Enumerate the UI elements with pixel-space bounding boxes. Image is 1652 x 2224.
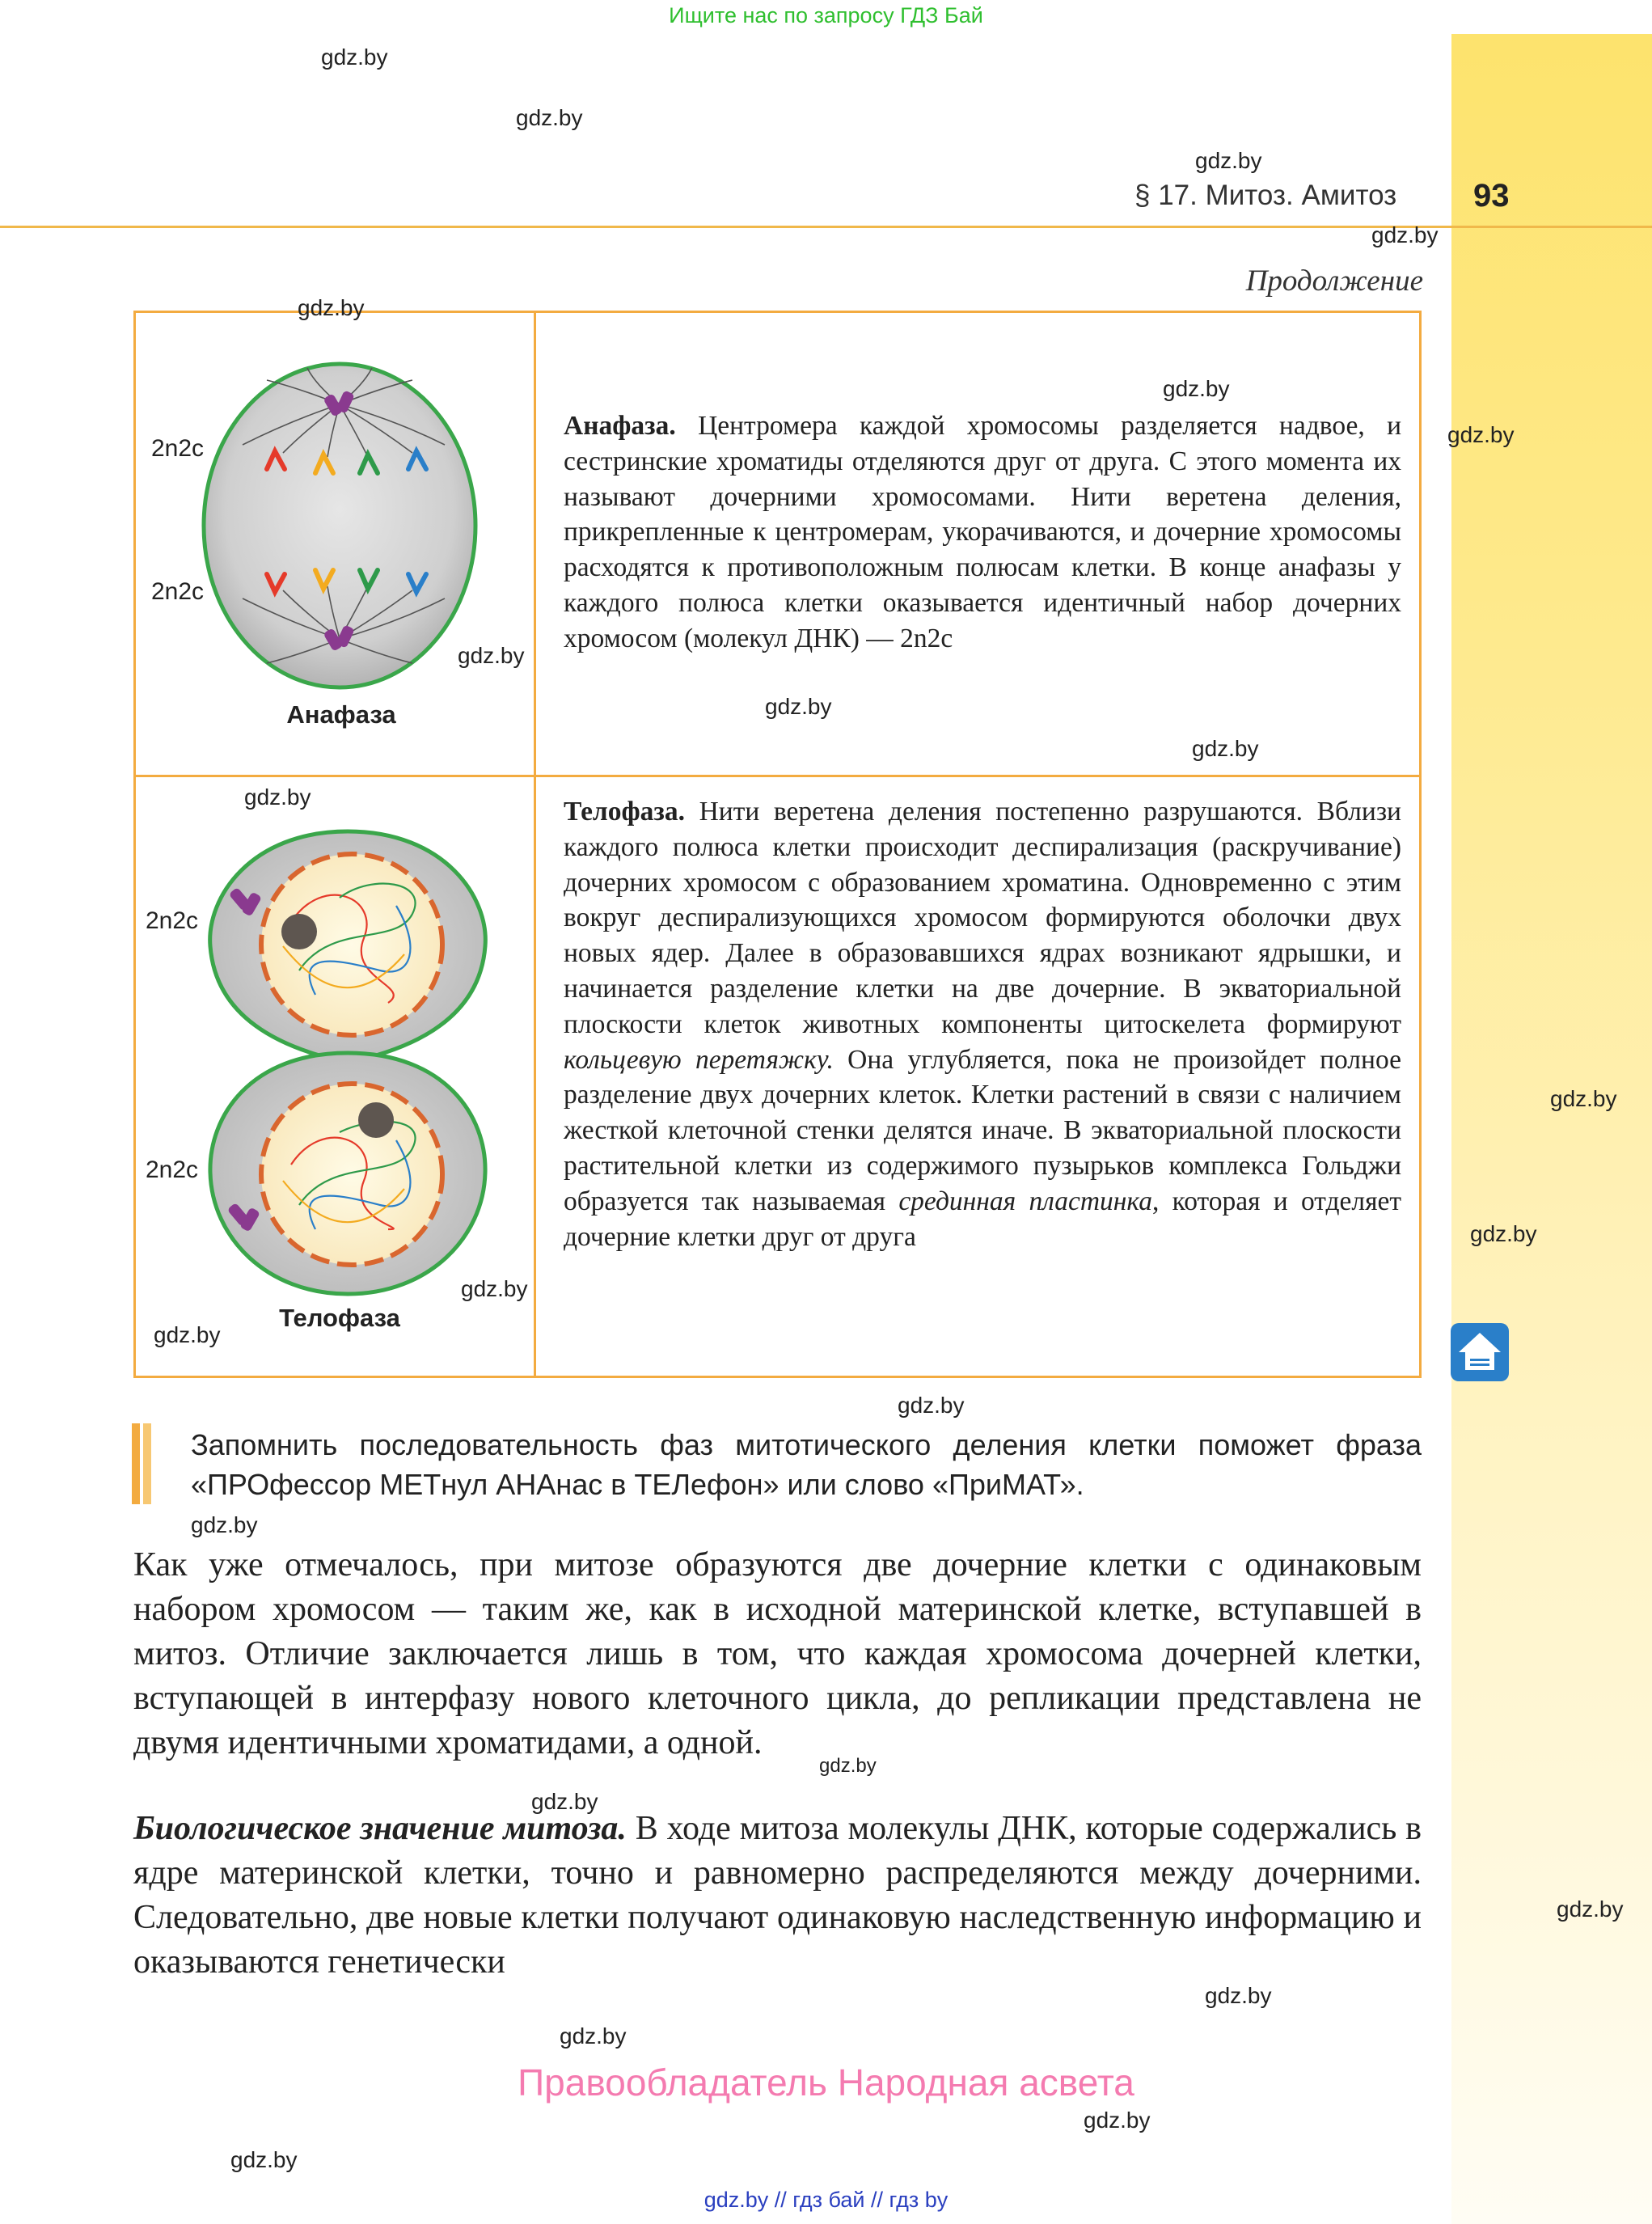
running-head: § 17. Митоз. Амитоз xyxy=(1134,180,1397,211)
anaphase-caption: Анафаза xyxy=(286,700,396,729)
telophase-figure xyxy=(202,825,493,1302)
telophase-italic-2: срединная пластинка xyxy=(898,1186,1153,1216)
watermark: gdz.by xyxy=(1447,422,1515,447)
memo-bars-icon xyxy=(132,1423,154,1504)
telophase-text-3: , которая и отделяет дочерние клетки друг от друга xyxy=(564,1186,1401,1252)
watermark: gdz.by xyxy=(191,1512,258,1537)
telophase-text-2: Она углубляется, пока не произойдет полное разделение двух дочерних клеток. Клетки растений в связи с наличием жесткой клеточной стенки делятся иначе. В экваториальной плоскости растительной клетки из содержимого пузырьков комплекса Гольджи образуется так называемая xyxy=(564,1044,1401,1216)
home-icon[interactable] xyxy=(1451,1323,1509,1381)
nucleolus-bottom xyxy=(358,1102,394,1138)
telophase-description xyxy=(564,794,1401,1254)
watermark: gdz.by xyxy=(819,1755,877,1777)
ploidy-label-bottom-telophase: 2n2c xyxy=(146,1156,199,1183)
watermark: gdz.by xyxy=(461,1276,528,1301)
rights-holder: Правообладатель Народная асвета xyxy=(518,2061,1134,2103)
watermark: gdz.by xyxy=(765,694,832,719)
watermark: gdz.by xyxy=(560,2023,627,2049)
watermark: gdz.by xyxy=(531,1789,598,1814)
telophase-text-1: Нити веретена деления постепенно разрушаются. Вблизи каждого полюса клетки происходит деспирализация (раскручивание) дочерних хромосом с образованием хроматина. Одновременно с этим вокруг деспирализующихся хромосом формируются оболочки двух новых ядер. Далее в образовавшихся ядрах возникают ядрышки, и начинается разделение клетки на две дочерние. В экваториальной плоскости клеток животных компоненты цитоскелета формируют xyxy=(564,797,1401,1039)
table-column-divider xyxy=(534,311,536,1378)
watermark: gdz.by xyxy=(230,2147,298,2172)
paragraph-2 xyxy=(133,1807,1422,1985)
watermark: gdz.by xyxy=(1557,1896,1624,1922)
side-band xyxy=(1451,34,1652,2224)
watermark: gdz.by xyxy=(898,1393,965,1418)
paragraph-1: Как уже отмечалось, при митозе образуются две дочерние клетки с одинаковым набором хромосом — таким же, как в исходной материнской клетке, вступавшей в митоз. Отличие заключается лишь в том, что каждая хромосома дочерней клетки, вступающей в интерфазу нового клеточного цикла, до репликации представлена не двумя идентичными хроматидами, а одной. xyxy=(133,1546,1422,1761)
watermark: gdz.by xyxy=(1192,736,1259,761)
watermark: gdz.by xyxy=(516,105,583,130)
watermark: gdz.by xyxy=(1371,222,1439,247)
watermark: gdz.by xyxy=(1470,1221,1537,1246)
table-row-divider xyxy=(133,775,1422,777)
paragraph-2-title: Биологическое значение митоза. xyxy=(133,1810,627,1847)
ploidy-label-top-telophase: 2n2c xyxy=(146,907,199,934)
anaphase-figure xyxy=(194,356,485,696)
watermark: gdz.by xyxy=(458,643,525,668)
watermark: gdz.by xyxy=(244,784,311,810)
watermark: gdz.by xyxy=(1205,1983,1272,2008)
ploidy-label-top: 2n2c xyxy=(151,435,205,462)
ploidy-label-bottom: 2n2c xyxy=(151,578,205,605)
watermark: gdz.by xyxy=(1163,376,1230,401)
watermark: gdz.by xyxy=(1550,1086,1617,1111)
nucleolus-top xyxy=(281,914,317,949)
anaphase-description xyxy=(564,408,1401,657)
anaphase-term: Анафаза. xyxy=(564,411,676,441)
nucleus-bottom xyxy=(261,1084,442,1265)
top-banner: Ищите нас по запросу ГДЗ Бай xyxy=(669,3,983,27)
watermark: gdz.by xyxy=(1195,148,1262,173)
watermark: gdz.by xyxy=(1084,2108,1151,2133)
paragraph-2-text: В ходе митоза молекулы ДНК, которые содержались в ядре материнской клетки, точно и равномерно распределяются между дочерними. Следовательно, две новые клетки получают одинаковую наследственную информацию и оказываются генетически xyxy=(133,1810,1422,1981)
memo-text: Запомнить последовательность фаз митотического деления клетки поможет фраза «ПРОфессор МЕТнул АНАнас в ТЕЛефон» или слово «ПриМАТ». xyxy=(191,1428,1422,1501)
telophase-term: Телофаза. xyxy=(564,797,685,827)
watermark: gdz.by xyxy=(321,44,388,70)
footer-links[interactable]: gdz.by // гдз бай // гдз by xyxy=(703,2188,949,2212)
telophase-italic-1: кольцевую перетяжку. xyxy=(564,1044,834,1075)
telophase-caption: Телофаза xyxy=(279,1304,400,1332)
continuation-label: Продолжение xyxy=(1245,264,1423,298)
page-number: 93 xyxy=(1473,178,1510,214)
watermark: gdz.by xyxy=(298,295,365,320)
anaphase-text: Центромера каждой хромосомы разделяется надвое, и сестринские хроматиды отделяются друг от друга. С этого момента их называют дочерними хромосомами. Нити веретена деления, прикрепленные к центромерам, укорачиваются, и дочерние хромосомы расходятся к противоположным полюсам клетки. В конце анафазы у каждого полюса клетки оказывается идентичный набор дочерних хромосом (молекул ДНК) — 2n2c xyxy=(564,411,1401,653)
watermark: gdz.by xyxy=(154,1322,221,1347)
